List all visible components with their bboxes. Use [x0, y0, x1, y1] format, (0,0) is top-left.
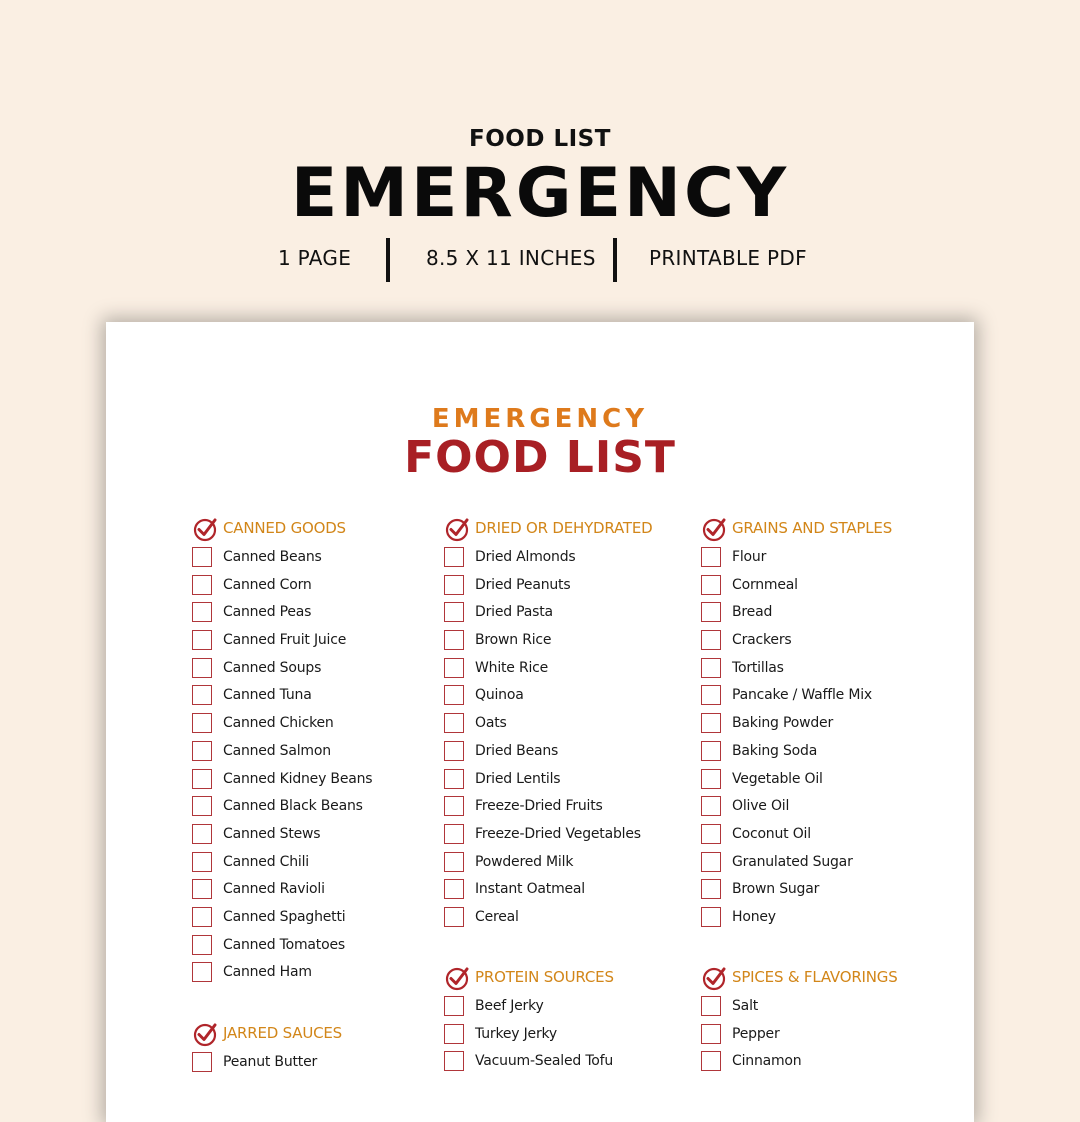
item-label: Turkey Jerky: [475, 1025, 558, 1042]
checkbox[interactable]: [444, 575, 464, 595]
item-label: Beef Jerky: [475, 998, 544, 1014]
sheet-title-line2: FOOD LIST: [404, 432, 676, 483]
item-label: Canned Corn: [223, 576, 312, 593]
item-label: Canned Ham: [223, 964, 312, 981]
checkbox[interactable]: [701, 658, 721, 678]
checkbox[interactable]: [701, 824, 721, 844]
item-label: Granulated Sugar: [732, 853, 853, 870]
checkbox[interactable]: [701, 852, 721, 872]
checkbox[interactable]: [444, 824, 464, 844]
item-label: Honey: [732, 908, 776, 925]
section-title: SPICES & FLAVORINGS: [732, 968, 898, 986]
spec-divider: [613, 238, 617, 282]
checkmark-circle-icon: [192, 516, 218, 542]
checkbox[interactable]: [192, 852, 212, 872]
checkbox[interactable]: [444, 852, 464, 872]
item-label: Cinnamon: [732, 1053, 802, 1070]
printable-sheet: [106, 322, 974, 1122]
item-label: Vacuum-Sealed Tofu: [475, 1053, 614, 1070]
section-title: PROTEIN SOURCES: [475, 968, 614, 986]
item-label: Pancake / Waffle Mix: [732, 687, 872, 704]
spec-format: PRINTABLE PDF: [649, 246, 807, 270]
item-label: Canned Soups: [223, 659, 322, 676]
checkbox[interactable]: [701, 879, 721, 899]
item-label: Canned Kidney Beans: [223, 770, 373, 787]
item-label: Quinoa: [475, 687, 524, 704]
checkbox[interactable]: [192, 907, 212, 927]
sheet-title-line1: EMERGENCY: [431, 404, 649, 434]
checkbox[interactable]: [192, 602, 212, 622]
checkbox[interactable]: [701, 713, 721, 733]
checkmark-circle-icon: [444, 516, 470, 542]
item-label: Flour: [732, 549, 767, 565]
checkbox[interactable]: [192, 658, 212, 678]
checkbox[interactable]: [192, 547, 212, 567]
item-label: Canned Black Beans: [223, 798, 363, 815]
checkbox[interactable]: [444, 769, 464, 789]
item-label: Dried Almonds: [475, 549, 576, 565]
checkbox[interactable]: [192, 824, 212, 844]
item-label: Cereal: [475, 908, 519, 925]
section-title: JARRED SAUCES: [223, 1024, 342, 1042]
spec-size: 8.5 X 11 INCHES: [426, 246, 596, 270]
item-label: Dried Pasta: [475, 604, 553, 621]
item-label: Canned Spaghetti: [223, 908, 346, 925]
checkbox[interactable]: [192, 796, 212, 816]
checkbox[interactable]: [701, 796, 721, 816]
checkbox[interactable]: [444, 879, 464, 899]
item-label: Canned Peas: [223, 604, 312, 621]
section-title: DRIED OR DEHYDRATED: [475, 519, 653, 537]
checkbox[interactable]: [192, 935, 212, 955]
item-label: Canned Ravioli: [223, 881, 325, 898]
item-label: White Rice: [475, 659, 549, 676]
item-label: Cornmeal: [732, 576, 798, 593]
item-label: Dried Beans: [475, 742, 559, 759]
checkbox[interactable]: [444, 713, 464, 733]
item-label: Salt: [732, 998, 759, 1014]
item-label: Freeze-Dried Fruits: [475, 798, 603, 815]
checkbox[interactable]: [444, 602, 464, 622]
item-label: Pepper: [732, 1025, 780, 1042]
item-label: Canned Salmon: [223, 742, 331, 759]
checkbox[interactable]: [444, 796, 464, 816]
checkbox[interactable]: [701, 630, 721, 650]
checkbox[interactable]: [701, 996, 721, 1016]
checkmark-circle-icon: [701, 965, 727, 991]
item-label: Canned Fruit Juice: [223, 632, 347, 649]
item-label: Dried Peanuts: [475, 576, 571, 593]
item-label: Olive Oil: [732, 798, 790, 815]
checkbox[interactable]: [444, 658, 464, 678]
item-label: Instant Oatmeal: [475, 881, 585, 898]
checkbox[interactable]: [192, 769, 212, 789]
item-label: Brown Sugar: [732, 881, 820, 898]
checkbox[interactable]: [444, 741, 464, 761]
item-label: Canned Chili: [223, 853, 309, 870]
item-label: Canned Tuna: [223, 687, 312, 704]
checkbox[interactable]: [701, 547, 721, 567]
checkbox[interactable]: [444, 685, 464, 705]
section-title: GRAINS AND STAPLES: [732, 519, 893, 537]
item-label: Freeze-Dried Vegetables: [475, 825, 641, 842]
checkbox[interactable]: [701, 685, 721, 705]
checkmark-circle-icon: [192, 1021, 218, 1047]
checkbox[interactable]: [701, 741, 721, 761]
item-label: Oats: [475, 715, 507, 732]
checkbox[interactable]: [444, 1024, 464, 1044]
checkmark-circle-icon: [701, 516, 727, 542]
item-label: Brown Rice: [475, 632, 552, 649]
checkbox[interactable]: [444, 907, 464, 927]
checkbox[interactable]: [192, 879, 212, 899]
checkbox[interactable]: [192, 713, 212, 733]
item-label: Peanut Butter: [223, 1054, 318, 1070]
item-label: Crackers: [732, 632, 792, 649]
item-label: Canned Tomatoes: [223, 936, 345, 953]
checkbox[interactable]: [192, 962, 212, 982]
checkbox[interactable]: [192, 1052, 212, 1072]
header-subtitle: FOOD LIST: [469, 126, 611, 152]
item-label: Dried Lentils: [475, 770, 561, 787]
checkbox[interactable]: [192, 685, 212, 705]
item-label: Vegetable Oil: [732, 770, 823, 787]
spec-pages: 1 PAGE: [278, 246, 352, 270]
item-label: Baking Powder: [732, 715, 834, 732]
checkbox[interactable]: [192, 741, 212, 761]
checkmark-circle-icon: [444, 965, 470, 991]
checkbox[interactable]: [701, 1051, 721, 1071]
checkbox[interactable]: [444, 547, 464, 567]
item-label: Powdered Milk: [475, 853, 574, 870]
checkbox[interactable]: [701, 769, 721, 789]
checkbox[interactable]: [701, 602, 721, 622]
checkbox[interactable]: [701, 1024, 721, 1044]
checkbox[interactable]: [192, 630, 212, 650]
item-label: Tortillas: [732, 659, 784, 676]
item-label: Canned Chicken: [223, 715, 334, 732]
section-title: CANNED GOODS: [223, 519, 346, 537]
item-label: Bread: [732, 604, 773, 621]
checkbox[interactable]: [444, 630, 464, 650]
item-label: Canned Stews: [223, 825, 321, 842]
item-label: Baking Soda: [732, 742, 818, 759]
spec-divider: [386, 238, 390, 282]
checkbox[interactable]: [192, 575, 212, 595]
checkbox[interactable]: [701, 907, 721, 927]
item-label: Canned Beans: [223, 549, 322, 565]
checkbox[interactable]: [701, 575, 721, 595]
header-title: EMERGENCY: [290, 154, 790, 233]
checkbox[interactable]: [444, 996, 464, 1016]
checkbox[interactable]: [444, 1051, 464, 1071]
item-label: Coconut Oil: [732, 825, 811, 842]
